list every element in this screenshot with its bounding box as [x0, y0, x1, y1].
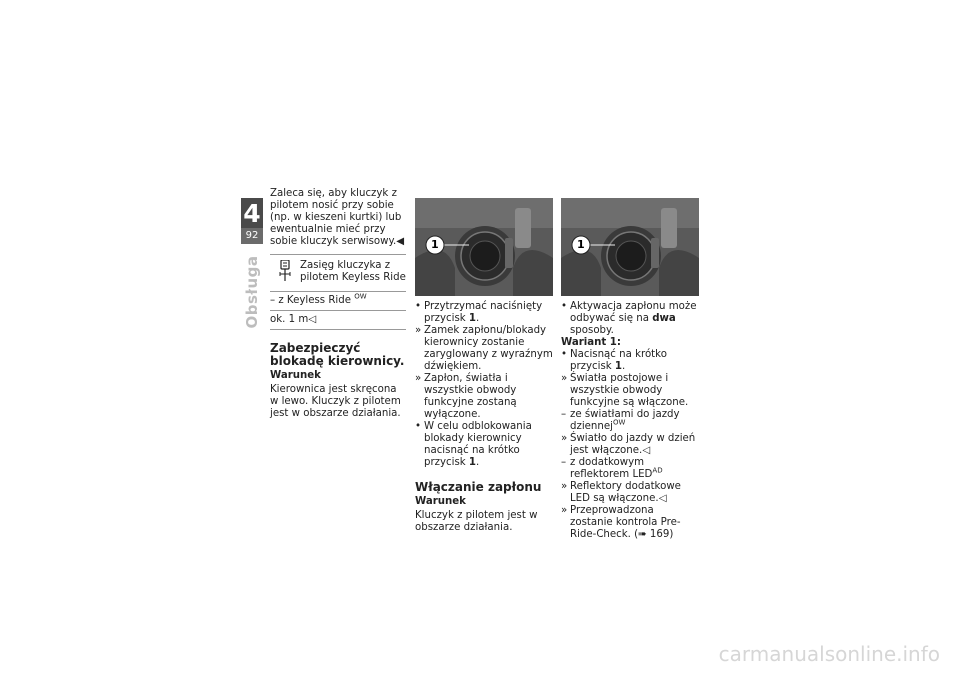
list-item: • Przytrzymać naciśnięty przycisk 1. — [415, 301, 543, 324]
end-marker-icon: ◁ — [642, 445, 651, 456]
key-fob-icon — [278, 260, 294, 286]
list-item: • W celu odblokowania blokady kierownicy nacisnąć na krótko przycisk 1. — [415, 421, 532, 468]
list-item: • Aktywacja zapłonu może odbywać się na dwa sposoby. — [561, 301, 697, 336]
chapter-number: 4 — [241, 198, 263, 229]
note-condition: z Keyless Ride — [278, 295, 351, 306]
column-3 — [561, 198, 699, 541]
photo-callout-1: 1 — [577, 238, 585, 251]
note-condition-row: – z Keyless Ride $^{OW}$ — [270, 292, 406, 311]
column-1 — [270, 188, 406, 420]
end-marker-icon: ◀ — [396, 236, 405, 247]
list-item: – z dodatkowym reflektorem $LED^{AD}$ — [561, 457, 663, 480]
page-number: 92 — [241, 228, 263, 244]
list-item: » Zapłon, światła i wszystkie obwody funkcyjne zostaną wyłączone. — [415, 373, 517, 420]
end-marker-icon: ◁ — [308, 314, 317, 325]
prereq-label: Warunek — [270, 370, 321, 381]
intro-paragraph: Zaleca się, aby kluczyk z pilotem nosić przy sobie (np. w kieszeni kurtki) lub ewentualnie mieć przy sobie kluczyk serwisowy.◀ — [270, 188, 405, 247]
note-value-row — [270, 311, 406, 329]
range-note — [270, 254, 406, 330]
photo-callout-1: 1 — [431, 238, 439, 251]
watermark: carmanualsonline.info — [718, 642, 940, 666]
prereq-text: Kierownica jest skręcona w lewo. Kluczyk z pilotem jest w obszarze działania. — [270, 384, 401, 419]
prereq-text: Kluczyk z pilotem jest w obszarze działania. — [415, 510, 538, 533]
variant-label: Wariant 1: — [561, 337, 621, 348]
note-condition-sup: OW — [354, 292, 367, 301]
list-item: • Nacisnąć na krótko przycisk 1. — [561, 349, 667, 372]
section-title-steering-lock: Zabezpieczyć blokadę kierownicy. — [270, 341, 405, 368]
prereq-label: Warunek — [415, 496, 466, 507]
list-item: » Reflektory dodatkowe LED są włączone.◁ — [561, 481, 681, 504]
note-heading: Zasięg kluczyka z pilotem Keyless Ride — [300, 260, 406, 283]
column-2 — [415, 198, 553, 534]
page-reference-arrow-icon: ➠ — [638, 529, 647, 540]
list-item: » Zamek zapłonu/blokady kierownicy zostanie zaryglowany z wyraźnym dźwiękiem. — [415, 325, 553, 372]
list-item: » Światło do jazdy w dzień jest włączone.◁ — [561, 433, 696, 456]
photo-handlebar-button — [415, 198, 553, 296]
end-marker-icon: ◁ — [658, 493, 667, 504]
list-item: » Światła postojowe i wszystkie obwody funkcyjne są włączone. — [561, 373, 689, 408]
photo-handlebar-button — [561, 198, 699, 296]
list-item: – ze światłami do jazdy dziennej$^{OW}$ — [561, 409, 680, 432]
list-item: » Przeprowadzona zostanie kontrola Pre-Ride-Check. (➠ 169) — [561, 505, 681, 540]
chapter-title — [242, 252, 262, 332]
page-reference-link[interactable]: 169 — [649, 529, 670, 540]
note-heading-row — [270, 255, 406, 292]
chapter-title-text: Obsługa — [243, 255, 261, 329]
note-value: ok. 1 m — [270, 314, 309, 325]
section-title-ignition: Włączanie zapłonu — [415, 480, 542, 494]
